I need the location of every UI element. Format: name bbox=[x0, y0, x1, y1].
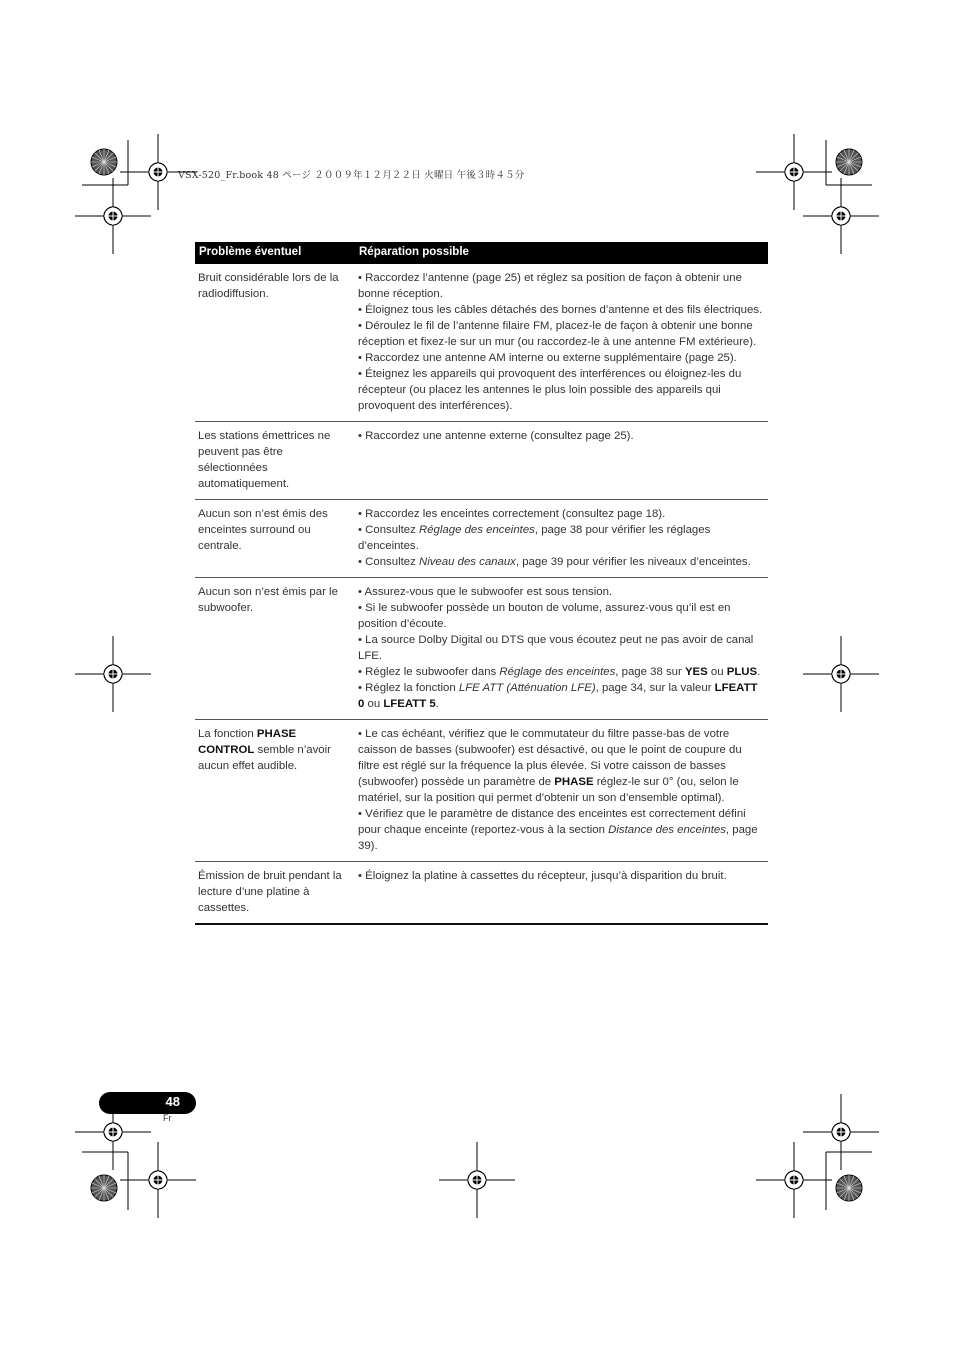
solution-cell bbox=[355, 720, 768, 862]
solution-item: • Si le subwoofer possède un bouton de volume, assurez-vous qu’il est en position d’écoute. bbox=[358, 602, 731, 630]
solution-text: • Réglez la fonction bbox=[358, 682, 459, 694]
solution-text: . bbox=[435, 698, 439, 710]
solution-item: • Raccordez une antenne externe (consultez page 25). bbox=[358, 430, 634, 442]
solution-item bbox=[358, 522, 766, 554]
solution-text: • Réglez le subwoofer dans bbox=[358, 666, 500, 678]
table-header-row bbox=[195, 242, 768, 264]
table-row bbox=[195, 578, 768, 720]
solution-item bbox=[358, 680, 766, 712]
solution-text: , page 39). bbox=[358, 824, 758, 852]
solution-item: • Raccordez une antenne AM interne ou externe supplémentaire (page 25). bbox=[358, 352, 737, 364]
solution-text: • Vérifiez que le paramètre de distance des enceintes est correctement défini pour chaque enceinte (reportez-vous à la section bbox=[358, 808, 746, 836]
menu-reference: Réglage des enceintes bbox=[418, 524, 535, 536]
solution-text: • Consultez bbox=[358, 524, 419, 536]
solution-text: ou bbox=[707, 666, 727, 678]
solution-cell bbox=[355, 500, 768, 578]
table-row bbox=[195, 264, 768, 422]
problem-cell: Aucun son n’est émis des enceintes surround ou centrale. bbox=[195, 500, 355, 578]
solution-item: • Raccordez les enceintes correctement (consultez page 18). bbox=[358, 508, 666, 520]
solution-text: • Le cas échéant, vérifiez que le commutateur du filtre passe-bas de votre caisson de basses (subwoofer) est désactivé, ou que le point de coupure du filtre est réglé sur la fréquence la plus élevée. Si votre caisson de basses (subwoofer) possède un paramètre de bbox=[358, 728, 742, 788]
menu-reference: Réglage des enceintes bbox=[499, 666, 616, 678]
solution-item bbox=[358, 806, 766, 854]
setting-name: PHASE bbox=[554, 776, 594, 788]
table-row bbox=[195, 422, 768, 500]
problem-cell bbox=[195, 720, 355, 862]
solution-item: • La source Dolby Digital ou DTS que vous écoutez peut ne pas avoir de canal LFE. bbox=[358, 634, 754, 662]
solution-item bbox=[358, 554, 766, 570]
table-row bbox=[195, 500, 768, 578]
menu-reference: Niveau des canaux bbox=[418, 556, 516, 568]
problem-cell: Émission de bruit pendant la lecture d’une platine à cassettes. bbox=[195, 862, 355, 925]
solution-text: , page 38 pour vérifier les réglages d’enceintes. bbox=[358, 524, 711, 552]
solution-item: • Éloignez la platine à cassettes du récepteur, jusqu’à disparition du bruit. bbox=[358, 870, 727, 882]
solution-cell bbox=[355, 422, 768, 500]
solution-item: • Assurez-vous que le subwoofer est sous tension. bbox=[358, 586, 613, 598]
language-label: Fr bbox=[163, 1113, 172, 1123]
table-row bbox=[195, 720, 768, 862]
setting-value: PLUS bbox=[726, 666, 758, 678]
column-header-solution: Réparation possible bbox=[355, 242, 768, 264]
menu-reference: LFE ATT (Atténuation LFE) bbox=[458, 682, 596, 694]
problem-cell: Aucun son n’est émis par le subwoofer. bbox=[195, 578, 355, 720]
solution-text: réglez-le sur 0° (ou, selon le matériel, sur la position qui permet d’obtenir un son d’ensemble optimal). bbox=[358, 776, 739, 804]
solution-cell bbox=[355, 862, 768, 925]
setting-name: PHASE CONTROL bbox=[198, 728, 297, 756]
setting-value: LFEATT 0 bbox=[358, 682, 758, 710]
solution-text: , page 34, sur la valeur bbox=[595, 682, 715, 694]
setting-value: LFEATT 5 bbox=[383, 698, 436, 710]
solution-text: ou bbox=[364, 698, 384, 710]
solution-item bbox=[358, 664, 766, 680]
solution-text: , page 38 sur bbox=[615, 666, 685, 678]
solution-cell bbox=[355, 264, 768, 422]
column-header-problem: Problème éventuel bbox=[195, 242, 355, 264]
solution-cell bbox=[355, 578, 768, 720]
troubleshooting-table bbox=[195, 242, 768, 925]
print-header: VSX-520_Fr.book 48 ページ ２００９年１２月２２日 火曜日 午後３時４５分 bbox=[178, 170, 525, 181]
solution-item: • Déroulez le fil de l’antenne filaire FM, placez-le de façon à obtenir une bonne réception et fixez-le sur un mur (ou raccordez-le à une antenne FM extérieure). bbox=[358, 320, 757, 348]
solution-item bbox=[358, 726, 766, 806]
solution-text: , page 39 pour vérifier les niveaux d’enceintes. bbox=[515, 556, 751, 568]
solution-text: . bbox=[757, 666, 761, 678]
menu-reference: Distance des enceintes bbox=[608, 824, 726, 836]
solution-item: • Éloignez tous les câbles détachés des bornes d’antenne et des fils électriques. bbox=[358, 304, 763, 316]
problem-cell: Les stations émettrices ne peuvent pas être sélectionnées automatiquement. bbox=[195, 422, 355, 500]
problem-text: semble n’avoir aucun effet audible. bbox=[198, 744, 331, 772]
problem-text: La fonction bbox=[198, 728, 257, 740]
setting-value: YES bbox=[684, 666, 708, 678]
table-row bbox=[195, 862, 768, 925]
solution-text: • Consultez bbox=[358, 556, 419, 568]
page-number-badge bbox=[99, 1092, 196, 1114]
solution-item: • Éteignez les appareils qui provoquent des interférences ou éloignez-les du récepteur (ou placez les antennes le plus loin possible des appareils qui provoquent des interférences). bbox=[358, 368, 742, 412]
problem-cell: Bruit considérable lors de la radiodiffusion. bbox=[195, 264, 355, 422]
page-number: 48 bbox=[165, 1094, 180, 1109]
solution-item: • Raccordez l’antenne (page 25) et réglez sa position de façon à obtenir une bonne réception. bbox=[358, 272, 742, 300]
